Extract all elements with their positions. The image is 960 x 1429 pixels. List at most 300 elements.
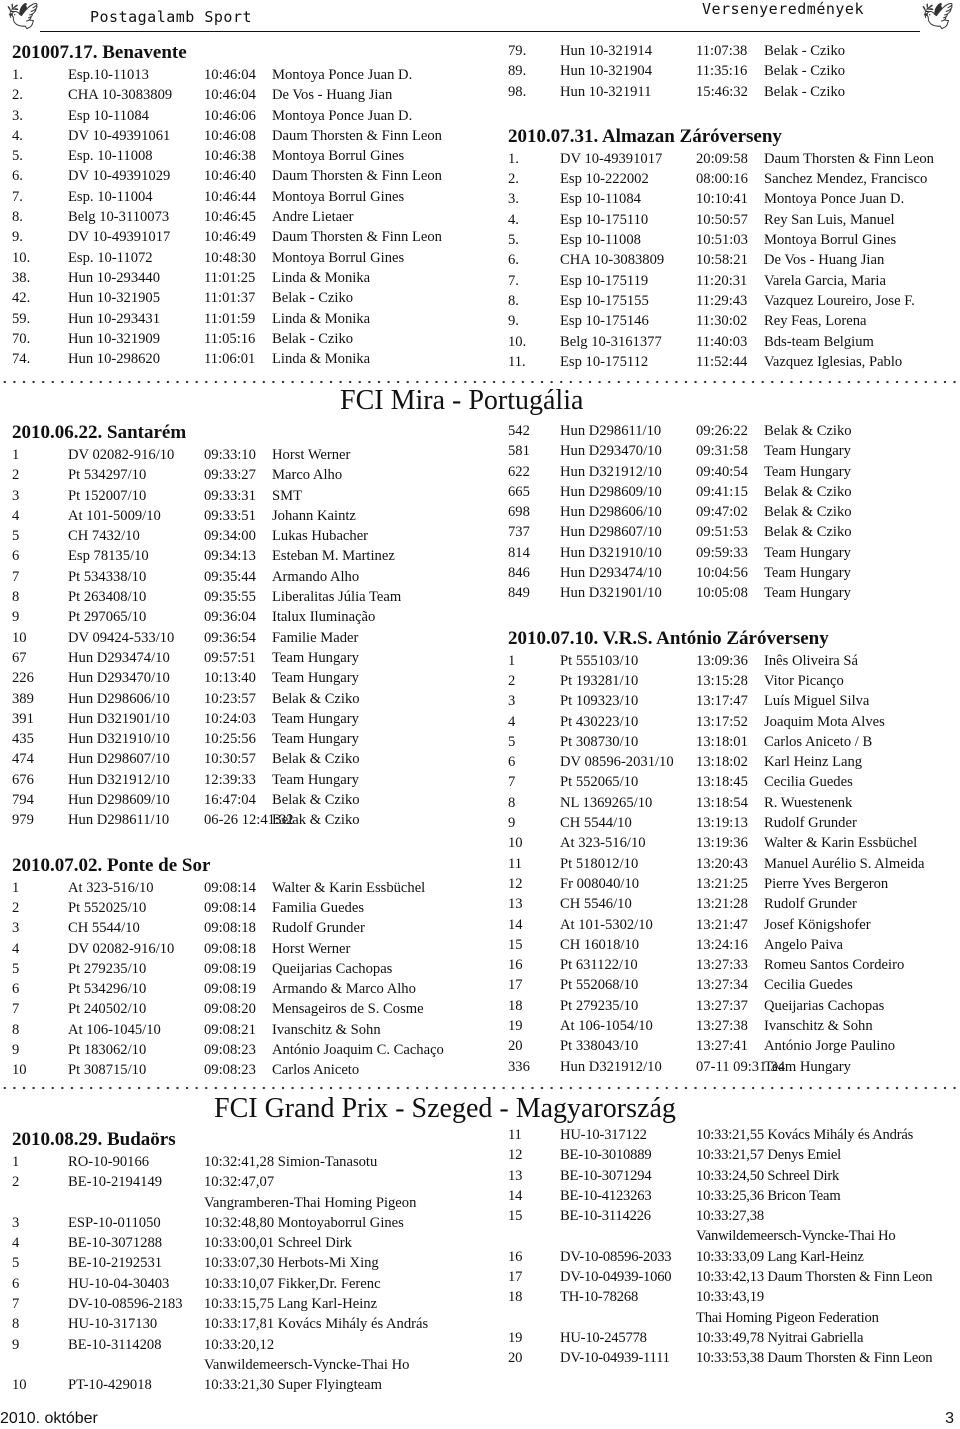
owner-cell: Queijarias Cachopas <box>764 997 885 1014</box>
owner-cell: Ivanschitz & Sohn <box>272 1021 381 1038</box>
rank-cell: 676 <box>12 771 34 788</box>
rank-cell: 1 <box>12 447 20 463</box>
ring-number-cell: BE-10-4123263 <box>560 1187 652 1204</box>
owner-cell: Vazquez Loureiro, Jose F. <box>764 292 915 309</box>
owner-cell: Belak - Cziko <box>764 63 846 80</box>
owner-cell: Rey Feas, Lorena <box>764 313 867 330</box>
owner-cell: Team Hungary <box>764 1058 851 1075</box>
rank-cell: 10 <box>508 835 523 852</box>
ring-number-cell: At 106-1045/10 <box>68 1021 161 1038</box>
rank-cell: 622 <box>508 463 530 480</box>
result-row <box>12 349 482 369</box>
time-cell: 10:46:45 <box>204 209 256 226</box>
rank-cell <box>12 1355 68 1375</box>
time-cell: 10:33:21,57 Denys Emiel <box>696 1147 841 1164</box>
rank-cell: 435 <box>12 731 34 748</box>
rank-cell: 12 <box>508 875 523 892</box>
owner-cell: Montoya Ponce Juan D. <box>272 107 413 124</box>
ring-number-cell: Esp 10-175155 <box>560 292 649 309</box>
ring-number-cell: Pt 338043/10 <box>560 1038 639 1055</box>
header-rule <box>40 31 920 32</box>
rank-cell: 1 <box>12 1154 20 1170</box>
owner-cell: Manuel Aurélio S. Almeida <box>764 855 925 872</box>
rank-cell: 19 <box>508 1329 523 1346</box>
result-row <box>12 668 482 688</box>
time-cell: 13:18:45 <box>696 774 748 791</box>
result-row <box>12 979 482 999</box>
rank-cell: 7 <box>12 1001 20 1018</box>
owner-cell: Belak & Cziko <box>764 423 852 439</box>
ring-number-cell: Pt 279235/10 <box>560 997 639 1014</box>
time-cell: 10:33:21,55 Kovács Mihály és András <box>696 1127 914 1143</box>
result-row <box>508 462 960 482</box>
ring-number-cell: Pt 534338/10 <box>68 568 147 585</box>
rank-cell: 2 <box>12 899 20 916</box>
race-title: 2010.06.22. Santarém <box>12 422 187 443</box>
result-row <box>508 793 960 813</box>
owner-cell: Daum Thorsten & Finn Leon <box>764 150 934 167</box>
ring-number-cell: DV-10-08596-2183 <box>68 1296 183 1313</box>
result-row <box>508 1308 960 1328</box>
ring-number-cell: Hun D293470/10 <box>560 443 662 460</box>
result-row <box>12 1233 482 1253</box>
time-cell: 10:50:57 <box>696 211 748 228</box>
ring-number-cell: CH 5544/10 <box>560 815 632 832</box>
rank-cell: 18 <box>508 1289 523 1306</box>
time-cell: 10:33:21,30 Super Flyingteam <box>204 1377 382 1394</box>
ring-number-cell: DV-10-04939-1060 <box>560 1269 672 1286</box>
rank-cell: 9. <box>508 313 519 330</box>
time-cell: 10:46:38 <box>204 148 256 165</box>
owner-cell: Luís Miguel Silva <box>764 693 870 710</box>
owner-cell: Mensageiros de S. Cosme <box>272 1001 424 1018</box>
rank-cell: 8. <box>508 292 519 309</box>
rank-cell: 59. <box>12 310 31 327</box>
rank-cell: 3 <box>12 487 20 504</box>
time-cell: 10:32:41,28 Simion-Tanasotu <box>204 1154 378 1170</box>
result-row <box>508 894 960 914</box>
ring-number-cell: Hun 10-298620 <box>68 351 161 368</box>
result-row <box>12 878 482 898</box>
owner-cell: Belak & Cziko <box>272 690 360 707</box>
ring-number-cell: Fr 008040/10 <box>560 875 640 892</box>
owner-cell: António Joaquim C. Cachaço <box>272 1042 444 1059</box>
time-cell: 13:27:41 <box>696 1038 748 1055</box>
ring-number-cell: CH 7432/10 <box>68 528 140 545</box>
time-cell: 13:21:25 <box>696 875 748 892</box>
ring-number-cell: CH 5546/10 <box>560 896 632 913</box>
owner-cell: Rudolf Grunder <box>272 920 365 937</box>
ring-number-cell: Esp 10-11008 <box>560 232 641 249</box>
time-cell: 07-11 09:31:34 <box>696 1058 786 1075</box>
rank-cell: 11 <box>508 855 523 872</box>
rank-cell: 1. <box>508 150 519 167</box>
result-row <box>12 227 482 247</box>
result-row <box>12 526 482 546</box>
owner-cell: Cecilia Guedes <box>764 977 853 994</box>
time-cell: 08:00:16 <box>696 171 748 188</box>
owner-cell: Montoya Ponce Juan D. <box>272 67 413 83</box>
owner-cell: Andre Lietaer <box>272 209 354 226</box>
result-row <box>12 1020 482 1040</box>
time-cell: 11:06:01 <box>204 351 256 368</box>
rank-cell: 5 <box>12 1255 20 1272</box>
time-cell: 10:33:49,78 Nyitrai Gabriella <box>696 1329 864 1346</box>
owner-cell: Team Hungary <box>272 731 359 748</box>
ring-number-cell: DV 10-49391017 <box>68 229 171 246</box>
result-row <box>508 1166 960 1186</box>
szeged-heading: FCI Grand Prix - Szeged - Magyarország <box>214 1093 676 1124</box>
rank-cell: 391 <box>12 710 34 727</box>
result-row <box>508 502 960 522</box>
rank-cell: 8. <box>12 209 23 226</box>
time-cell: 10:33:53,38 Daum Thorsten & Finn Leon <box>696 1350 933 1367</box>
time-cell: 15:46:32 <box>696 83 748 100</box>
time-cell: 11:01:37 <box>204 290 256 307</box>
owner-cell: António Jorge Paulino <box>764 1038 896 1055</box>
result-row <box>508 61 960 81</box>
ring-number-cell: Hun D321901/10 <box>560 585 662 602</box>
result-row <box>12 648 482 668</box>
rank-cell: 794 <box>12 792 34 809</box>
owner-cell: Inês Oliveira Sá <box>764 652 859 669</box>
ring-number-cell: CHA 10-3083809 <box>560 252 665 269</box>
time-cell: 13:20:43 <box>696 855 748 872</box>
rank-cell: 6 <box>12 981 20 998</box>
dotted-separator <box>0 1086 960 1090</box>
owner-cell: Walter & Karin Essbüchel <box>764 835 918 852</box>
rank-cell: 7 <box>12 568 20 585</box>
result-row <box>508 1145 960 1165</box>
owner-cell: Team Hungary <box>272 771 359 788</box>
time-cell: 09:31:58 <box>696 443 748 460</box>
ring-number-cell: Esp 10-11084 <box>560 191 641 208</box>
time-cell: 09:41:15 <box>696 483 748 500</box>
ring-number-cell: At 323-516/10 <box>560 835 646 852</box>
owner-cell: Belak & Cziko <box>272 792 360 809</box>
rank-cell: 15 <box>508 1208 523 1225</box>
ring-number-cell: Pt 308715/10 <box>68 1062 147 1079</box>
rank-cell: 89. <box>508 63 527 80</box>
rank-cell: 4 <box>12 940 20 957</box>
result-row <box>12 1152 482 1172</box>
rank-cell: 1 <box>12 879 20 896</box>
ring-number-cell: Pt 518012/10 <box>560 855 639 872</box>
ring-number-cell: Esp 10-175146 <box>560 313 649 330</box>
rank-cell <box>508 1308 560 1328</box>
result-row <box>12 939 482 959</box>
ring-number-cell: Hun D298611/10 <box>68 812 170 829</box>
results-benavente <box>12 40 482 369</box>
time-cell: 09:35:55 <box>204 589 256 606</box>
time-cell: 09:36:54 <box>204 629 256 646</box>
result-row <box>508 332 960 352</box>
owner-cell: Team Hungary <box>764 544 851 561</box>
result-row <box>12 126 482 146</box>
rank-cell: 70. <box>12 330 31 347</box>
ring-number-cell: DV-10-08596-2033 <box>560 1248 672 1265</box>
rank-cell: 10 <box>12 629 27 646</box>
result-row <box>12 506 482 526</box>
rank-cell: 7 <box>12 1296 20 1313</box>
result-row <box>508 732 960 752</box>
ring-number-cell: Esp.10-11013 <box>68 67 149 83</box>
ring-number-cell: At 101-5009/10 <box>68 507 161 524</box>
result-row <box>508 169 960 189</box>
owner-cell: Belak & Cziko <box>764 504 852 521</box>
time-cell: 09:08:21 <box>204 1021 256 1038</box>
ring-number-cell: CHA 10-3083809 <box>68 87 173 104</box>
rank-cell: 10 <box>12 1377 27 1394</box>
owner-cell: Armando & Marco Alho <box>272 981 416 998</box>
result-row <box>508 189 960 209</box>
result-row <box>12 1060 482 1080</box>
time-cell: 10:32:47,07 <box>204 1174 275 1191</box>
owner-cell: Josef Königshofer <box>764 916 871 933</box>
result-row <box>12 268 482 288</box>
result-row <box>12 790 482 810</box>
result-row <box>12 749 482 769</box>
rank-cell: 1. <box>12 67 23 83</box>
time-cell: 09:26:22 <box>696 423 748 439</box>
rank-cell: 226 <box>12 670 34 687</box>
owner-cell: Walter & Karin Essbüchel <box>272 879 426 896</box>
owner-cell: Belak - Cziko <box>764 43 846 59</box>
time-cell: 10:46:08 <box>204 127 256 144</box>
result-row <box>508 230 960 250</box>
rank-cell: 5 <box>12 960 20 977</box>
time-cell: 13:17:52 <box>696 713 748 730</box>
owner-cell: De Vos - Huang Jian <box>764 252 885 269</box>
rank-cell: 474 <box>12 751 34 768</box>
result-row <box>12 1274 482 1294</box>
result-row <box>12 999 482 1019</box>
result-row <box>12 1375 482 1395</box>
owner-cell: Team Hungary <box>764 463 851 480</box>
ring-number-cell: DV 10-49391029 <box>68 168 171 185</box>
result-row <box>508 772 960 792</box>
result-row <box>508 82 960 102</box>
time-cell: 10:33:10,07 Fikker,Dr. Ferenc <box>204 1275 381 1292</box>
time-cell: 09:33:27 <box>204 467 256 484</box>
ring-number-cell: BE-10-3071294 <box>560 1167 652 1184</box>
owner-cell: Sanchez Mendez, Francisco <box>764 171 928 188</box>
result-row <box>508 691 960 711</box>
ring-number-cell: Pt 279235/10 <box>68 960 147 977</box>
time-cell: 10:25:56 <box>204 731 256 748</box>
result-row <box>12 546 482 566</box>
rank-cell: 3 <box>12 1214 20 1231</box>
result-row <box>12 587 482 607</box>
time-cell: 13:17:47 <box>696 693 748 710</box>
time-cell: 10:58:21 <box>696 252 748 269</box>
owner-cell: Queijarias Cachopas <box>272 960 393 977</box>
owner-cell: Liberalitas Júlia Team <box>272 589 402 606</box>
owner-cell: Daum Thorsten & Finn Leon <box>272 229 442 246</box>
ring-number-cell: Hun D298609/10 <box>560 483 662 500</box>
owner-cell: Armando Alho <box>272 568 360 585</box>
time-cell: 09:33:10 <box>204 447 256 463</box>
time-cell: 09:08:18 <box>204 940 256 957</box>
time-cell: 13:09:36 <box>696 652 748 669</box>
result-row <box>12 1040 482 1060</box>
time-cell: 10:33:07,30 Herbots-Mi Xing <box>204 1255 379 1272</box>
ring-number-cell: Pt 552068/10 <box>560 977 639 994</box>
time-cell: 10:33:17,81 Kovács Mihály és András <box>204 1316 429 1333</box>
ring-number-cell: HU-10-317122 <box>560 1127 647 1143</box>
time-cell: 11:07:38 <box>696 43 748 59</box>
ring-number-cell <box>68 1355 204 1375</box>
rank-cell: 8 <box>12 1316 20 1333</box>
ring-number-cell: Pt 240502/10 <box>68 1001 147 1018</box>
rank-cell: 4 <box>12 1235 20 1252</box>
results-santarem <box>12 420 482 1081</box>
owner-cell: Cecilia Guedes <box>764 774 853 791</box>
result-row <box>508 752 960 772</box>
ring-number-cell: DV-10-04939-1111 <box>560 1350 670 1367</box>
rank-cell: 3. <box>508 191 519 208</box>
page-header <box>0 0 960 38</box>
time-cell: 10:23:57 <box>204 690 256 707</box>
result-row <box>508 1036 960 1056</box>
owner-cell: Belak - Cziko <box>272 330 354 347</box>
rank-cell: 979 <box>12 812 34 829</box>
ring-number-cell: At 323-516/10 <box>68 879 154 896</box>
result-row <box>508 671 960 691</box>
time-cell: 11:05:16 <box>204 330 256 347</box>
results-right-top <box>508 41 960 372</box>
ring-number-cell: Belg 10-3161377 <box>560 333 662 350</box>
time-cell: 11:01:25 <box>204 269 256 286</box>
rank-cell: 98. <box>508 83 527 100</box>
rank-cell: 7. <box>12 188 23 205</box>
rank-cell: 16 <box>508 957 523 974</box>
ring-number-cell: Hun 10-321914 <box>560 43 653 59</box>
time-cell: 13:27:38 <box>696 1018 748 1035</box>
time-cell: 09:08:19 <box>204 960 256 977</box>
ring-number-cell: Pt 263408/10 <box>68 589 147 606</box>
dotted-separator <box>0 380 960 384</box>
ring-number-cell: Hun D298607/10 <box>560 524 662 541</box>
time-cell: 10:33:00,01 Schreel Dirk <box>204 1235 352 1252</box>
result-row <box>508 1287 960 1307</box>
result-row <box>508 482 960 502</box>
owner-cell: Bds-team Belgium <box>764 333 874 350</box>
result-row <box>508 583 960 603</box>
rank-cell: 20 <box>508 1350 523 1367</box>
rank-cell: 8 <box>12 589 20 606</box>
time-cell: 09:08:23 <box>204 1062 256 1079</box>
result-row <box>508 1206 960 1226</box>
owner-cell: Belak & Cziko <box>764 524 852 541</box>
result-row <box>12 486 482 506</box>
ring-number-cell: Hun D298606/10 <box>560 504 662 521</box>
time-cell: 10:24:03 <box>204 710 256 727</box>
result-row <box>508 441 960 461</box>
time-cell: 09:35:44 <box>204 568 256 585</box>
owner-cell: Daum Thorsten & Finn Leon <box>272 168 442 185</box>
owner-cell: Belak & Cziko <box>764 483 852 500</box>
rank-cell: 10 <box>12 1062 27 1079</box>
result-row <box>508 1186 960 1206</box>
rank-cell: 3. <box>12 107 23 124</box>
race-title: 201007.17. Benavente <box>12 42 187 63</box>
time-cell: 10:33:33,09 Lang Karl-Heinz <box>696 1248 864 1265</box>
ring-number-cell: Hun D298606/10 <box>68 690 170 707</box>
result-row <box>12 106 482 126</box>
owner-cell: SMT <box>272 487 303 504</box>
result-row <box>508 915 960 935</box>
time-cell: 13:21:28 <box>696 896 748 913</box>
time-cell: 09:57:51 <box>204 649 256 666</box>
result-row <box>508 271 960 291</box>
time-cell: 09:08:23 <box>204 1042 256 1059</box>
time-cell: 13:21:47 <box>696 916 748 933</box>
rank-cell: 19 <box>508 1018 523 1035</box>
result-row <box>508 813 960 833</box>
rank-cell: 698 <box>508 504 530 521</box>
ring-number-cell: Pt 152007/10 <box>68 487 147 504</box>
rank-cell: 14 <box>508 916 523 933</box>
ring-number-cell: Hun D293470/10 <box>68 670 170 687</box>
result-row <box>508 1267 960 1287</box>
result-row <box>508 522 960 542</box>
rank-cell: 2 <box>12 1174 20 1191</box>
ring-number-cell: Esp 10-175110 <box>560 211 649 228</box>
ring-number-cell: Belg 10-3110073 <box>68 209 170 226</box>
rank-cell: 8 <box>508 794 516 811</box>
time-cell: 13:19:36 <box>696 835 748 852</box>
time-cell: 13:27:33 <box>696 957 748 974</box>
rank-cell: 737 <box>508 524 530 541</box>
result-row <box>508 563 960 583</box>
owner-cell: Pierre Yves Bergeron <box>764 875 889 892</box>
time-cell: Vangramberen-Thai Homing Pigeon <box>204 1194 417 1211</box>
result-row <box>12 959 482 979</box>
rank-cell: 3 <box>508 693 516 710</box>
time-cell: 10:33:15,75 Lang Karl-Heinz <box>204 1296 378 1313</box>
ring-number-cell: DV 10-49391017 <box>560 150 663 167</box>
result-row <box>12 329 482 349</box>
rank-cell: 9 <box>12 1336 20 1353</box>
time-cell: 11:40:03 <box>696 333 748 350</box>
result-row <box>508 1016 960 1036</box>
time-cell: 10:33:42,13 Daum Thorsten & Finn Leon <box>696 1269 933 1286</box>
time-cell: 11:52:44 <box>696 353 748 370</box>
result-row <box>508 651 960 671</box>
owner-cell: Team Hungary <box>764 585 851 602</box>
rank-cell: 1 <box>508 652 516 669</box>
owner-cell: Vazquez Iglesias, Pablo <box>764 353 903 370</box>
owner-cell: Belak & Cziko <box>272 751 360 768</box>
ring-number-cell: DV 02082-916/10 <box>68 940 175 957</box>
rank-cell: 42. <box>12 290 31 307</box>
owner-cell: Ivanschitz & Sohn <box>764 1018 873 1035</box>
owner-cell: Montoya Borrul Gines <box>272 188 405 205</box>
result-row <box>12 1335 482 1355</box>
owner-cell: Team Hungary <box>764 565 851 582</box>
time-cell: 09:08:20 <box>204 1001 256 1018</box>
rank-cell: 74. <box>12 351 31 368</box>
result-row <box>508 250 960 270</box>
owner-cell: Carlos Aniceto <box>272 1062 360 1079</box>
ring-number-cell: Esp. 10-11008 <box>68 148 153 165</box>
mira-heading: FCI Mira - Portugália <box>340 385 584 416</box>
ring-number-cell: Hun 10-321905 <box>68 290 161 307</box>
time-cell: 10:30:57 <box>204 751 256 768</box>
result-row <box>508 833 960 853</box>
rank-cell: 814 <box>508 544 530 561</box>
